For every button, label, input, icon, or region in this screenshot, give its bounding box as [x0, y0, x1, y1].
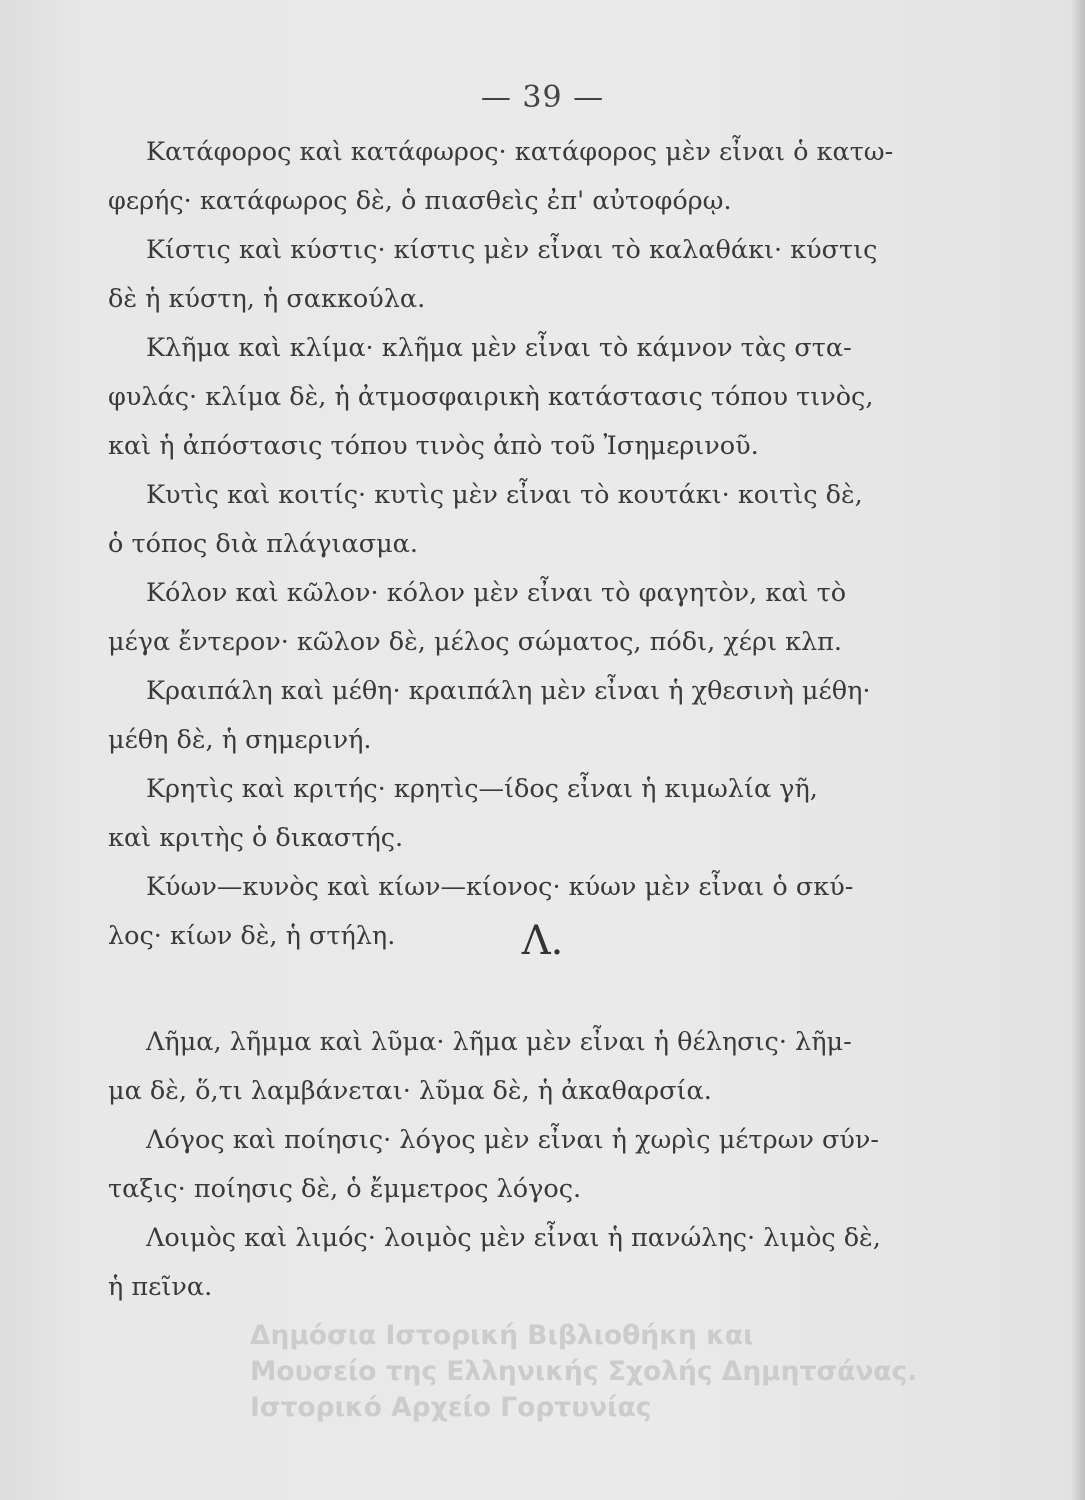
text-line: καὶ κριτὴς ὁ δικαστής. — [108, 823, 404, 853]
section-heading-lambda: Λ. — [521, 918, 564, 964]
watermark-line: Μουσείο της Ελληνικής Σχολής Δημητσάνας. — [250, 1356, 918, 1387]
dictionary-entry — [108, 1214, 881, 1312]
watermark-line: Ιστορικό Αρχείο Γορτυνίας — [250, 1392, 652, 1423]
text-line: Κόλον καὶ κῶλον· κόλον μὲν εἶναι τὸ φαγητὸν, καὶ τὸ — [146, 578, 847, 608]
page-number: — 39 — — [480, 80, 605, 115]
dictionary-entry — [108, 128, 894, 226]
text-line: Κλῆμα καὶ κλίμα· κλῆμα μὲν εἶναι τὸ κάμνον τὰς στα- — [146, 333, 852, 363]
body-text-k-section — [108, 128, 894, 961]
text-line: Κρητὶς καὶ κριτής· κρητὶς—ίδος εἶναι ἡ κιμωλία γῆ, — [146, 774, 818, 804]
text-line: μέγα ἔντερον· κῶλον δὲ, μέλος σώματος, πόδι, χέρι κλπ. — [108, 627, 843, 657]
body-text-l-section — [108, 1018, 881, 1312]
text-line: ὁ τόπος διὰ πλάγιασμα. — [108, 529, 418, 559]
text-line: ταξις· ποίησις δὲ, ὁ ἔμμετρος λόγος. — [108, 1174, 582, 1204]
text-line: Λοιμὸς καὶ λιμός· λοιμὸς μὲν εἶναι ἡ πανώλης· λιμὸς δὲ, — [146, 1223, 881, 1253]
watermark-line: Δημόσια Ιστορική Βιβλιοθήκη και — [250, 1320, 754, 1351]
dictionary-entry — [108, 471, 870, 569]
text-line: Κυτὶς καὶ κοιτίς· κυτὶς μὲν εἶναι τὸ κουτάκι· κοιτὶς δὲ, — [146, 480, 863, 510]
text-line: Κίστις καὶ κύστις· κίστις μὲν εἶναι τὸ καλαθάκι· κύστις — [146, 235, 878, 265]
text-line: Κύων—κυνὸς καὶ κίων—κίονος· κύων μὲν εἶναι ὁ σκύ- — [146, 872, 854, 902]
dictionary-entry — [108, 1018, 870, 1116]
dictionary-entry — [108, 765, 870, 863]
text-line: λος· κίων δὲ, ἡ στήλη. — [108, 921, 396, 951]
text-line: Κατάφορος καὶ κατάφωρος· κατάφορος μὲν εἶναι ὁ κατω- — [146, 137, 894, 167]
text-line: δὲ ἡ κύστη, ἡ σακκούλα. — [108, 284, 426, 314]
text-line: Κραιπάλη καὶ μέθη· κραιπάλη μὲν εἶναι ἡ χθεσινὴ μέθη· — [146, 676, 871, 706]
text-line: καὶ ἡ ἀπόστασις τόπου τινὸς ἀπὸ τοῦ Ἰσημερινοῦ. — [108, 431, 759, 461]
text-line: Λόγος καὶ ποίησις· λόγος μὲν εἶναι ἡ χωρὶς μέτρων σύν- — [146, 1125, 880, 1155]
dictionary-entry — [108, 667, 870, 765]
dictionary-entry — [108, 324, 874, 471]
text-line: φυλάς· κλίμα δὲ, ἡ ἀτμοσφαιρικὴ κατάστασις τόπου τινὸς, — [108, 382, 874, 412]
dictionary-entry — [108, 1116, 880, 1214]
text-line: μέθη δὲ, ἡ σημερινή. — [108, 725, 372, 755]
dictionary-entry — [108, 569, 870, 667]
page-edge-shadow — [1071, 0, 1085, 1500]
library-watermark — [250, 1318, 917, 1426]
text-line: Λῆμα, λῆμμα καὶ λῦμα· λῆμα μὲν εἶναι ἡ θέλησις· λῆμ- — [146, 1027, 852, 1057]
dictionary-entry — [108, 226, 878, 324]
text-line: μα δὲ, ὅ,τι λαμβάνεται· λῦμα δὲ, ἡ ἀκαθαρσία. — [108, 1076, 712, 1106]
text-line: φερής· κατάφωρος δὲ, ὁ πιασθεὶς ἐπ' αὐτοφόρῳ. — [108, 186, 732, 216]
text-line: ἡ πεῖνα. — [108, 1272, 213, 1302]
